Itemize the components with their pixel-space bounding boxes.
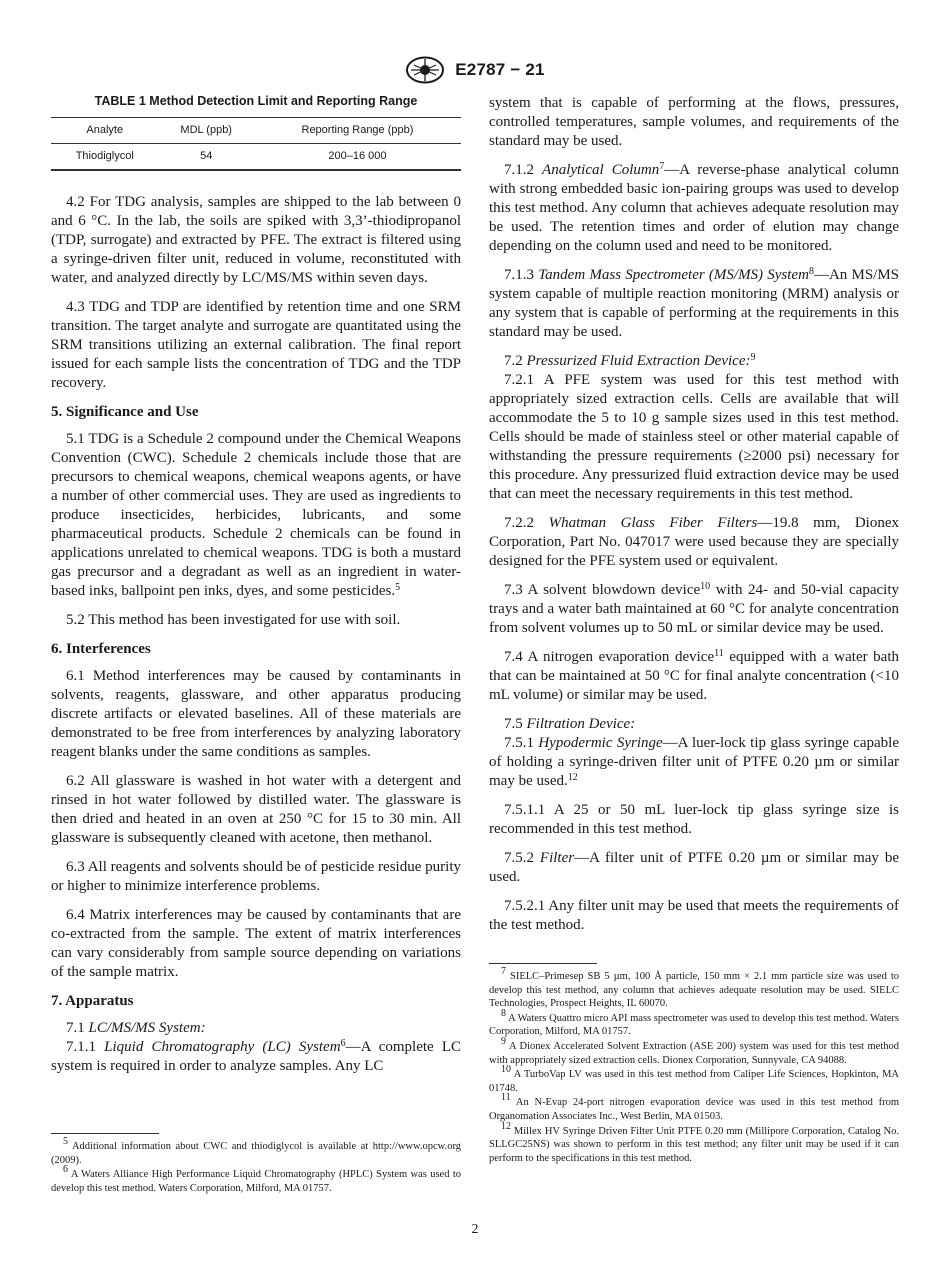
paragraph-6-2: 6.2 All glassware is washed in hot water with a detergent and rinsed in hot water followed by distilled water. The glassware is then dried and heated in an oven at 250 °C for 15 to 30 min. All glassware is subsequently cleaned with acetone, then methanol. bbox=[51, 773, 461, 846]
footnotes-left bbox=[51, 1133, 461, 1196]
paragraph-7-1-1-continued: system that is capable of performing at the flows, pressures, controlled temperatures, sample volumes, and requirements of the standard may be used. bbox=[489, 95, 899, 149]
paragraph-7-1-3: 7.1.3 Tandem Mass Spectrometer (MS/MS) System$^8$—An MS/MS system capable of multiple reaction monitoring (MRM) analysis or any system that is capable of performing at the requirements in this standard may be used. bbox=[489, 266, 900, 340]
mdl-table bbox=[51, 117, 461, 171]
footnote-10: $^{10}$ A TurboVap LV was used in this test method from Caliper Life Sciences, Hopkinton, MA 01748. bbox=[489, 1064, 899, 1094]
paragraph-7-5: 7.5 Filtration Device: bbox=[504, 716, 636, 732]
footnote-divider bbox=[489, 963, 597, 964]
paragraph-4-2: 4.2 For TDG analysis, samples are shipped to the lab between 0 and 6 °C. In the lab, the soils are spiked with 3,3’-thiodipropanol (TDP, surrogate) and extracted by PFE. The extract is filtered using a syringe-driven filter unit, reduced in volume, reconstituted with water, and analyzed directly by LC/MS/MS within seven days. bbox=[51, 194, 461, 286]
section-7-heading: 7. Apparatus bbox=[51, 993, 134, 1009]
paragraph-7-1-1: 7.1.1 Liquid Chromatography (LC) System$^6$—A complete LC system is required in order to analyze samples. Any LC bbox=[51, 1038, 462, 1074]
footnote-8: $^8$ A Waters Quattro micro API mass spectrometer was used to develop this test method. Waters Corporation, Milford, MA 01757. bbox=[489, 1007, 900, 1038]
right-column bbox=[489, 94, 899, 945]
paragraph-7-5-1: 7.5.1 Hypodermic Syringe—A luer-lock tip glass syringe capable of holding a syringe-driven filter unit of PTFE 0.20 µm or similar may be used.$^{12}$ bbox=[489, 735, 900, 789]
paragraph-7-2: 7.2 Pressurized Fluid Extraction Device:$^9$ bbox=[504, 352, 756, 369]
page-header bbox=[0, 56, 950, 84]
page-number: 2 bbox=[471, 1222, 479, 1237]
footnote-divider bbox=[51, 1133, 159, 1134]
paragraph-6-1: 6.1 Method interferences may be caused by contaminants in solvents, reagents, glassware, and other apparatus producing discrete artifacts or elevated baselines. All of these materials are demonstrated to be free from interferences by analyzing laboratory reagent blanks under the same conditions as samples. bbox=[51, 668, 461, 760]
table-header-range: Reporting Range (ppb) bbox=[254, 118, 461, 144]
paragraph-5-1: 5.1 TDG is a Schedule 2 compound under the Chemical Weapons Convention (CWC). Schedule 2 chemicals include those that are precursors to chemical weapons, chemical weapons agents, or have a number of other commercial uses. They are used as ingredients to produce insecticides, herbicides, lubricants, and some pharmaceutical products. Schedule 2 chemicals can be found in applications unrelated to chemical weapons. TDG is both a mustard gas precursor and a degradant as well as an ingredient in water-based inks, ballpoint pen inks, dyes, and some pesticides.$^5$ bbox=[51, 431, 461, 599]
table-title: TABLE 1 Method Detection Limit and Reporting Range bbox=[94, 94, 418, 108]
table-cell-analyte: Thiodiglycol bbox=[51, 144, 159, 171]
footnote-12: $^{12}$ Millex HV Syringe Driven Filter Unit PTFE 0.20 mm (Millipore Corporation, Catalog No. SLLGC25NS) was shown to perform in this test method; any filter unit may be used if it can perform to the specifications in this test method. bbox=[489, 1120, 899, 1164]
paragraph-7-1-2: 7.1.2 Analytical Column$^7$—A reverse-phase analytical column with strong embedded basic ion-pairing groups was used to develop this test method. Any column that achieves adequate resolution may be used. The retention times and order of elution may change depending on the column used and need to be monitored. bbox=[489, 161, 900, 254]
table-header-mdl: MDL (ppb) bbox=[159, 118, 254, 144]
paragraph-7-2-1: 7.2.1 A PFE system was used for this test method with appropriately sized extraction cells. Cells are available that will accommodate the 5 to 10 g sample sizes used in this test method. Cells should be made of stainless steel or other material capable of withstanding the pressure requirements (≥2000 psi) necessary for this procedure. Any pressurized fluid extraction device may be used that can meet the necessary requirements in this test method. bbox=[489, 372, 899, 502]
paragraph-7-5-2: 7.5.2 Filter—A filter unit of PTFE 0.20 µm or similar may be used. bbox=[489, 850, 899, 885]
paragraph-6-4: 6.4 Matrix interferences may be caused by contaminants that are co-extracted from the sample. The extent of matrix interferences can vary considerably from sample source depending on variations of the sample matrix. bbox=[51, 907, 461, 980]
paragraph-7-3: 7.3 A solvent blowdown device$^{10}$ with 24- and 50-vial capacity trays and a water bath maintained at 60 °C for analyte concentration from solvent volumes up to 50 mL or similar device may be used. bbox=[489, 581, 899, 636]
footnote-5: $^5$ Additional information about CWC and thiodiglycol is available at http://www.opcw.org (2009). bbox=[51, 1136, 462, 1166]
paragraph-7-1: 7.1 LC/MS/MS System: bbox=[66, 1020, 206, 1036]
table-header-analyte: Analyte bbox=[51, 118, 159, 144]
document-id: E2787 − 21 bbox=[455, 60, 545, 79]
paragraph-7-4: 7.4 A nitrogen evaporation device$^{11}$ equipped with a water bath that can be maintained at 50 °C for final analyte concentration (<10 mL volume) or similar may be used. bbox=[489, 648, 899, 703]
paragraph-7-2-2: 7.2.2 Whatman Glass Fiber Filters—19.8 mm, Dionex Corporation, Part No. 047017 were used because they are specially designed for the PFE system used or equivalent. bbox=[489, 515, 900, 569]
footnote-9: $^9$ A Dionex Accelerated Solvent Extraction (ASE 200) system was used for this test method with appropriately sized extraction cells. Dionex Corporation, Sunnyvale, CA 94088. bbox=[489, 1035, 900, 1066]
footnote-11: $^{11}$ An N-Evap 24-port nitrogen evaporation device was used in this test method from Organomation Associates Inc., West Berlin, MA 01503. bbox=[489, 1092, 900, 1122]
paragraph-7-5-1-1: 7.5.1.1 A 25 or 50 mL luer-lock tip glass syringe size is recommended in this test method. bbox=[489, 802, 899, 837]
paragraph-5-2: 5.2 This method has been investigated for use with soil. bbox=[66, 612, 401, 628]
footnote-6: $^6$ A Waters Alliance High Performance Liquid Chromatography (HPLC) System was used to develop this test method. Waters Corporation, Milford, MA 01757. bbox=[51, 1164, 461, 1194]
left-column bbox=[51, 92, 461, 1086]
footnotes-right bbox=[489, 963, 899, 1166]
section-5-heading: 5. Significance and Use bbox=[51, 404, 199, 420]
paragraph-7-5-2-1: 7.5.2.1 Any filter unit may be used that meets the requirements of the test method. bbox=[489, 898, 899, 933]
table-cell-mdl: 54 bbox=[159, 144, 254, 171]
table-cell-range: 200–16 000 bbox=[254, 144, 461, 171]
astm-logo-icon bbox=[405, 56, 445, 84]
paragraph-4-3: 4.3 TDG and TDP are identified by retention time and one SRM transition. The target analyte and surrogate are quantitated using the SRM transitions utilizing an external calibration. The final report issued for each sample lists the concentration of TDG and the TDP recovery. bbox=[51, 299, 461, 391]
section-6-heading: 6. Interferences bbox=[51, 641, 151, 657]
paragraph-6-3: 6.3 All reagents and solvents should be of pesticide residue purity or higher to minimize interference problems. bbox=[51, 859, 461, 894]
table-row bbox=[51, 144, 461, 171]
footnote-7: $^7$ SIELC–Primesep SB 5 µm, 100 Å particle, 150 mm × 2.1 mm particle size was used to develop this test method, any column that achieves adequate resolution may be used. SIELC Technologies, Prospect Heights, IL 60070. bbox=[489, 966, 899, 1010]
